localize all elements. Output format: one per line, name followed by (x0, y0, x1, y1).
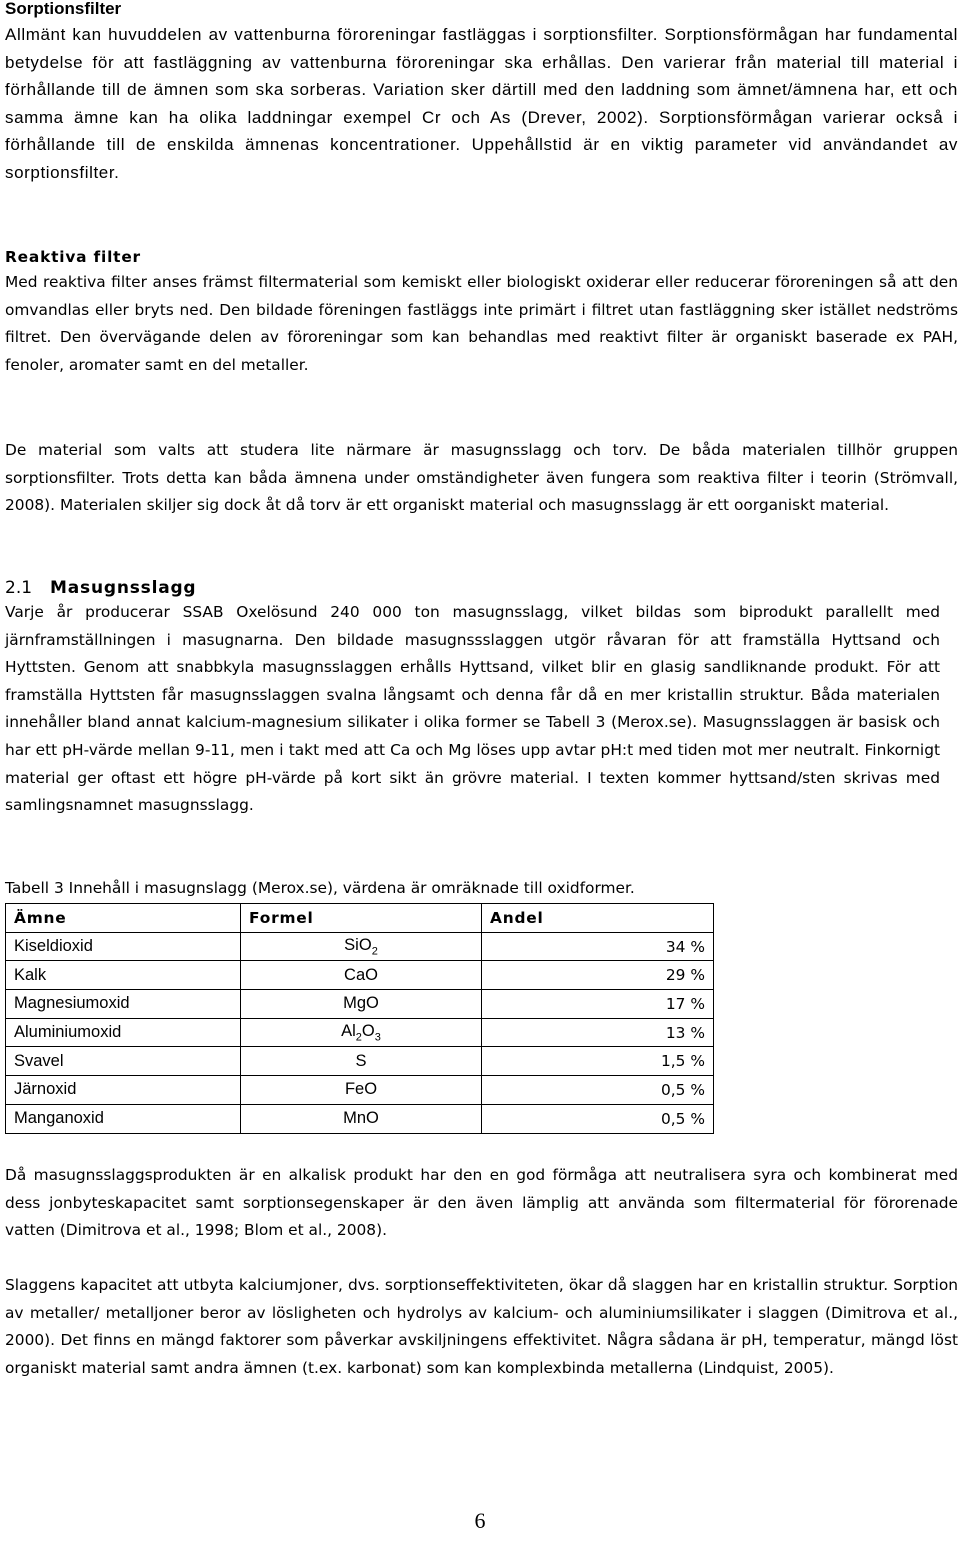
paragraph-masugnsslagg: Varje år producerar SSAB Oxelösund 240 000 ton masugnsslagg, vilket bildas som biprodukt parallellt med järnframställningen i masugnarna. Den bildade masugnssslaggen utgör råvaran för att framställa Hyttsand och Hyttsten. Genom att snabbkyla masugnsslaggen erhålls Hyttsand, vilket blir en glasig sandliknande produkt. För att framställa Hyttsten får masugnsslaggen svalna långsamt och denna får då en mer kristallin struktur. Båda materialen innehåller bland annat kalcium-magnesium silikater i olika former se Tabell 3 (Merox.se). Masugnsslaggen är basisk och har ett pH-värde mellan 9-11, men i takt med att Ca och Mg löses upp avtar pH:t med tiden mot mer neutralt. Finkornigt material ger oftast ett högre pH-värde på kort sikt än grövre material. I texten kommer hyttsand/sten skrivas med samlingsnamnet masugnsslagg. (5, 603, 940, 815)
page-number: 6 (474, 1508, 486, 1533)
cell-formula (241, 1018, 482, 1047)
formula-text: SiO (344, 935, 372, 954)
section-sorption (5, 0, 958, 186)
formula-subscript: 3 (374, 1031, 381, 1044)
paragraph-alkaline: Då masugnsslaggsprodukten är en alkalisk produkt har den en god förmåga att neutralisera syra och kombinerat med dess jonbyteskapacitet samt sorptionsegenskaper är den även lämplig att använda som filtermaterial för förorenade vatten (Dimitrova et al., 1998; Blom et al., 2008). (5, 1166, 958, 1240)
section-heading-sorption: Sorptionsfilter (5, 0, 122, 18)
table-row (6, 1047, 714, 1076)
header-cell-share: Andel (482, 904, 714, 933)
paragraph-sorption: Allmänt kan huvuddelen av vattenburna föroreningar fastläggas i sorptionsfilter. Sorptionsförmågan har fundamental betydelse för att fastläggning av vattenburna föroreningar ska erhållas. Den varierar från material till material i förhållande till de ämnen som ska sorberas. Variation sker därtill med den laddning som ämnet/ämnena har, ett och samma ämne kan ha olika laddningar exempel Cr och As (Drever, 2002). Sorptionsförmågan varierar också i förhållande till de enskilda ämnenas koncentrationer. Uppehållstid är en viktig parameter vid användandet av sorptionsfilter. (5, 25, 958, 182)
cell-formula (241, 1076, 482, 1105)
formula-text: MnO (343, 1109, 379, 1128)
section-capacity (5, 1272, 958, 1382)
table-row (6, 961, 714, 990)
cell-share: 1,5 % (482, 1047, 714, 1076)
formula-text: S (355, 1051, 367, 1070)
cell-formula (241, 990, 482, 1019)
cell-substance: Kiseldioxid (6, 932, 241, 961)
formula-text: FeO (344, 1080, 378, 1099)
cell-formula (241, 1104, 482, 1133)
table-row (6, 990, 714, 1019)
formula-text: O (361, 1021, 375, 1040)
table-row (6, 1018, 714, 1047)
paragraph-reactive: Med reaktiva filter anses främst filtermaterial som kemiskt eller biologiskt oxiderar eller reducerar föroreningen så att den omvandlas eller bryts ned. Den bildade föreningen fastläggs inte primärt i filtret utan fastläggning sker istället nedströms filtret. Den övervägande delen av föroreningar som kan behandlas med reaktivt filter är organiskt baserade ex PAH, fenoler, aromater samt en del metaller. (5, 273, 958, 374)
formula-text: Al (341, 1021, 356, 1040)
table-body (6, 932, 714, 1133)
section-reactive (5, 246, 958, 379)
cell-share: 13 % (482, 1018, 714, 1047)
cell-substance: Aluminiumoxid (6, 1018, 241, 1047)
cell-formula (241, 1047, 482, 1076)
table-row (6, 932, 714, 961)
section-alkaline (5, 1162, 958, 1245)
section-materials (5, 437, 958, 520)
header-cell-formula: Formel (241, 904, 482, 933)
cell-share: 34 % (482, 932, 714, 961)
table-caption: Tabell 3 Innehåll i masugnslagg (Merox.se), värdena är omräknade till oxidformer. (5, 879, 635, 897)
paragraph-capacity: Slaggens kapacitet att utbyta kalciumjoner, dvs. sorptionseffektiviteten, ökar då slaggen har en kristallin struktur. Sorption av metaller/ metalljoner beror av lösligheten och hydrolys av kalcium- och aluminiumsilikater i slaggen (Dimitrova et al., 2000). Det finns en mängd faktorer som påverkar avskiljningens effektivitet. Några sådana är pH, temperatur, mängd löst organiskt material samt andra ämnen (t.ex. karbonat) som kan komplexbinda metallerna (Lindquist, 2005). (5, 1276, 958, 1377)
section-heading-reactive: Reaktiva filter (5, 248, 141, 266)
formula-subscript: 2 (371, 945, 378, 958)
cell-substance: Svavel (6, 1047, 241, 1076)
cell-share: 0,5 % (482, 1104, 714, 1133)
table-row (6, 1076, 714, 1105)
section-title: Masugnsslagg (50, 578, 197, 598)
formula-subscript: 2 (355, 1031, 362, 1044)
paragraph-materials: De material som valts att studera lite närmare är masugnsslagg och torv. De båda materialen tillhör gruppen sorptionsfilter. Trots detta kan båda ämnena under omständigheter även fungera som reaktiva filter i teorin (Strömvall, 2008). Materialen skiljer sig dock åt då torv är ett organiskt material och masugnsslagg är ett oorganiskt material. (5, 441, 958, 515)
cell-share: 17 % (482, 990, 714, 1019)
cell-substance: Manganoxid (6, 1104, 241, 1133)
formula-text: CaO (344, 965, 378, 984)
cell-formula (241, 932, 482, 961)
section-masugnsslagg (5, 577, 940, 820)
table-row (6, 1104, 714, 1133)
section-heading-masugnsslagg (5, 577, 940, 599)
cell-substance: Järnoxid (6, 1076, 241, 1105)
cell-share: 29 % (482, 961, 714, 990)
composition-table (5, 903, 714, 1134)
section-number: 2.1 (5, 578, 33, 598)
cell-substance: Magnesiumoxid (6, 990, 241, 1019)
cell-formula (241, 961, 482, 990)
cell-substance: Kalk (6, 961, 241, 990)
formula-text: MgO (343, 994, 379, 1013)
table-header-row (6, 904, 714, 933)
header-cell-substance: Ämne (6, 904, 241, 933)
cell-share: 0,5 % (482, 1076, 714, 1105)
